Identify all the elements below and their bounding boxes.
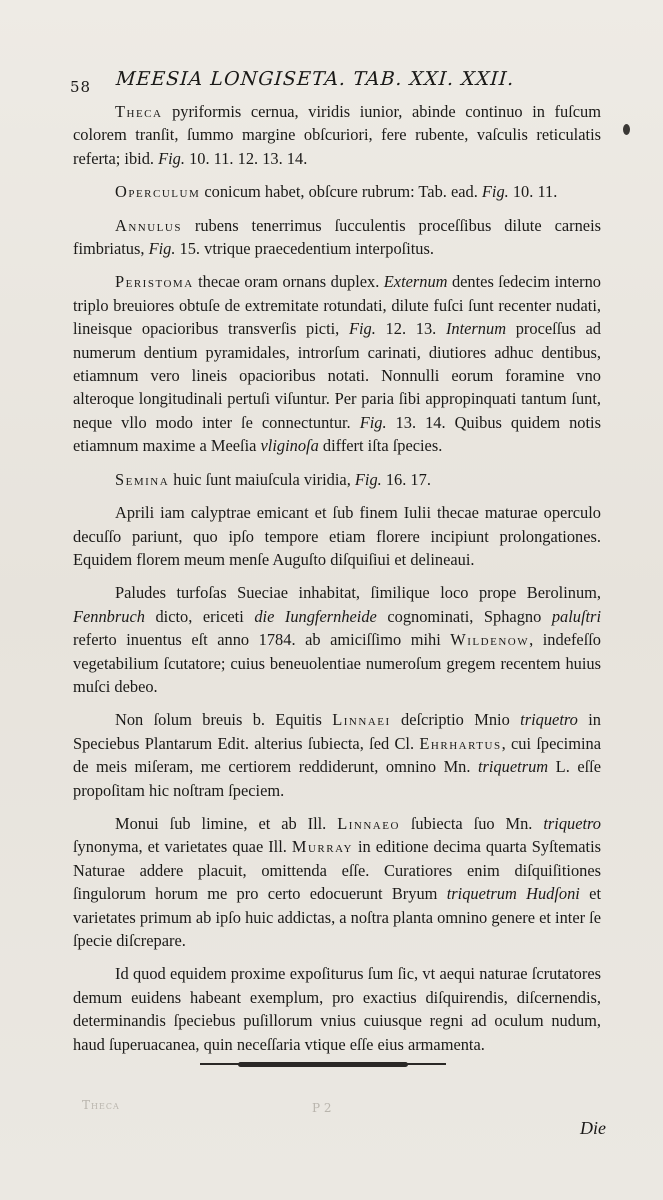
text-run: Id quod equidem proxime expoſiturus ſum ſic, vt aequi naturae ſcrutatores demum euidens habeant exemplum, pro exactius diſquirendis, diſcernendis, determinandis ſpeciebus puſillorum vnius cuiusque regni ad oculum nudum, haud ſuperuacanea, quin neceſſaria vtique eſſe eius armamenta. xyxy=(73,964,601,1054)
text-run: thecae oram ornans duplex. xyxy=(193,272,384,292)
paragraph xyxy=(73,962,601,1056)
italic-term: triquetrum Hudſoni xyxy=(446,884,580,904)
text-run: huic ſunt maiuſcula viridia, xyxy=(169,469,355,489)
text-run: Non ſolum breuis b. Equitis xyxy=(115,710,333,730)
text-run: 10. 11. xyxy=(508,182,558,202)
small-caps-term: Wildenow xyxy=(450,630,530,650)
italic-term: Fig. xyxy=(148,239,176,259)
text-run: 13. 14. Quibus quidem notis etiamnum maxime a Meeſia xyxy=(73,412,601,456)
text-run: in Speciebus Plantarum Edit. alterius ſubiecta, ſed Cl. xyxy=(73,710,601,753)
italic-term: Fig. xyxy=(481,182,509,202)
bleed-through-text: Theca xyxy=(82,1098,120,1112)
text-run: , cui ſpecimina de meis miſeram, me certiorem reddiderunt, omnino Mn. xyxy=(73,733,601,777)
body-text xyxy=(73,100,601,1066)
text-run: referto inuentus eſt anno 1784. ab amiciſſimo mihi xyxy=(73,630,451,650)
text-run: 15. vtrique praecedentium interpoſitus. xyxy=(175,239,434,259)
italic-term: Fig. xyxy=(359,412,387,432)
text-run: differt iſta ſpecies. xyxy=(318,436,443,456)
text-run: et varietates primum ab ipſo huic addictas, a noſtra planta omnino genere et inter ſe ſpecie diſcrepare. xyxy=(73,884,602,950)
text-run: ſynonyma, et varietates quae Ill. xyxy=(73,837,292,857)
catchword: Die xyxy=(580,1118,606,1138)
paragraph xyxy=(73,270,601,457)
italic-term: Fig. xyxy=(158,148,185,168)
small-caps-term: Linnaeo xyxy=(337,813,400,833)
paragraph xyxy=(73,501,601,571)
text-run: 10. 11. 12. 13. 14. xyxy=(184,148,308,168)
page-number: 58 xyxy=(70,78,92,96)
text-run: ſubiecta ſuo Mn. xyxy=(399,813,544,833)
text-run: , indefeſſo vegetabilium ſcutatore; cuius beneuolentiae numeroſum gregem recentem huius muſci debeo. xyxy=(73,630,601,696)
small-caps-term: Peristoma xyxy=(115,272,194,292)
italic-term: triquetrum xyxy=(478,757,549,777)
text-run: Aprili iam calyptrae emicant et ſub finem Iulii thecae maturae operculo decuſſo pariunt, quo ipſo tempore etiam florere incipiunt prolongationes. Equidem florem meum menſe Auguſto diſquiſiui et delineaui. xyxy=(73,503,601,569)
text-run: proceſſus ad numerum dentium pyramidales, introrſum carinati, diutiores adhuc dentibus, etiamnum vero lineis opacioribus notati. Nonnulli eorum foramine vno alteroque longitudinali pertuſi viſuntur. Per paria ſibi appropinquati tantum ſunt, neque vllo modo inter ſe connectuntur. xyxy=(73,319,601,432)
text-run: cognominati, Sphagno xyxy=(376,606,552,626)
text-run: conicum habet, obſcure rubrum: Tab. ead. xyxy=(200,182,482,202)
paragraph xyxy=(73,708,601,802)
italic-term: Fig. xyxy=(348,319,376,339)
small-caps-term: Ehrhartus xyxy=(419,733,502,753)
text-run: dentes ſedecim interno triplo breuiores obtuſe de extremitate rotundati, dilute fuſci ſunt recenter nudati, lineisque opacioribus transverſis picti, xyxy=(73,272,601,339)
paragraph xyxy=(73,581,601,698)
paragraph xyxy=(73,100,601,170)
text-run: dicto, ericeti xyxy=(144,606,255,626)
running-title: MEESIA LONGISETA. TAB. XXI. XXII. xyxy=(115,68,516,90)
italic-term: Fennbruch xyxy=(73,606,145,626)
text-run: rubens tenerrimus ſucculentis proceſſibus dilute carneis fimbriatus, xyxy=(73,215,601,259)
paragraph xyxy=(73,468,601,491)
small-caps-term: Semina xyxy=(115,469,170,489)
text-run: L. eſſe propoſitam hic noſtram ſpeciem. xyxy=(73,757,602,800)
small-caps-term: Theca xyxy=(115,102,163,121)
text-run: Monui ſub limine, et ab Ill. xyxy=(115,813,338,833)
text-run: Paludes turfoſas Sueciae inhabitat, ſimilique loco prope Berolinum, xyxy=(115,583,601,603)
italic-term: triquetro xyxy=(543,813,601,833)
italic-term: vliginoſa xyxy=(260,436,319,456)
italic-term: Fig. xyxy=(354,469,382,489)
text-run: pyriformis cernua, viridis iunior, abinde continuo in fuſcum colorem tranſit, ſummo margine obſcuriori, fere rubente, vaſculis reticulatis referta; ibid. xyxy=(73,102,601,168)
text-run: 12. 13. xyxy=(375,319,446,339)
paragraph xyxy=(73,214,601,261)
small-caps-term: Linnaei xyxy=(332,710,391,730)
paragraph xyxy=(73,180,601,203)
paragraph xyxy=(73,812,601,952)
bleed-through-signature: P 2 xyxy=(312,1101,332,1115)
italic-term: triquetro xyxy=(520,710,578,730)
italic-term: Internum xyxy=(445,319,507,339)
italic-term: paluſtri xyxy=(551,606,601,626)
text-run: in editione decima quarta Syſtematis Naturae addere placuit, omittenda eſſe. Curatiores enim diſquiſitiones ſingulorum horum me pro certo edocuerunt Bryum xyxy=(73,837,601,904)
small-caps-term: Murray xyxy=(291,837,353,857)
italic-term: Externum xyxy=(383,272,448,292)
running-header xyxy=(70,68,630,104)
text-run: 16. 17. xyxy=(381,469,431,489)
italic-term: die Iungfernheide xyxy=(254,606,377,626)
ornamental-rule xyxy=(238,1062,408,1067)
small-caps-term: Operculum xyxy=(115,182,201,202)
ink-spot xyxy=(623,124,630,135)
text-run: deſcriptio Mnio xyxy=(390,710,521,730)
small-caps-term: Annulus xyxy=(115,215,182,235)
